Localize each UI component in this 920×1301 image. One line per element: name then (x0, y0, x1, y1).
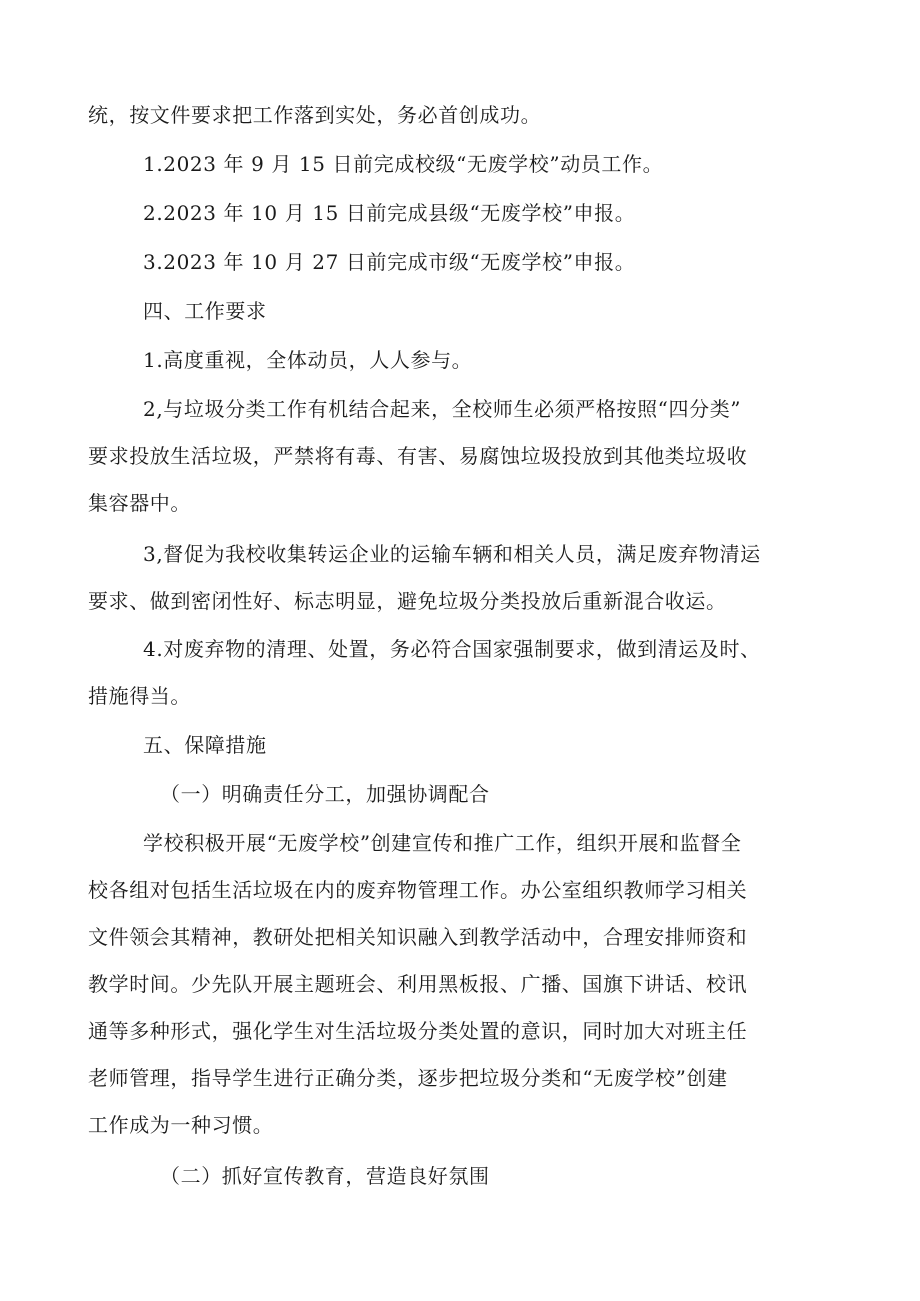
text-line-p12-4: 教学时间。少先队开展主题班会、利用黑板报、广播、国旗下讲话、校讯 (88, 972, 748, 996)
text-line-p12-1: 学校积极开展“无废学校”创建宣传和推广工作，组织开展和监督全 (143, 831, 742, 855)
text-line-p12-2: 校各组对包括生活垃圾在内的废弃物管理工作。办公室组织教师学习相关 (88, 878, 748, 902)
text-line-p8-2: 要求、做到密闭性好、标志明显，避免垃圾分类投放后重新混合收运。 (88, 589, 727, 613)
text-line-p8-1: 3,督促为我校收集转运企业的运输车辆和相关人员，满足废弃物清运 (143, 542, 761, 566)
text-line-p2-1: 1.2023 年 9 月 15 日前完成校级“无废学校”动员工作。 (143, 152, 664, 176)
text-line-p12-3: 文件领会其精神，教研处把相关知识融入到教学活动中，合理安排师资和 (88, 925, 748, 949)
text-line-p12-5: 通等多种形式，强化学生对生活垃圾分类处置的意识，同时加大对班主任 (88, 1019, 748, 1043)
text-line-p7-2: 要求投放生活垃圾，严禁将有毒、有害、易腐蚀垃圾投放到其他类垃圾收 (88, 444, 748, 468)
text-line-p12-6: 老师管理，指导学生进行正确分类，逐步把垃圾分类和“无废学校”创建 (88, 1066, 728, 1090)
section-heading-work-requirements: 四、工作要求 (143, 299, 267, 323)
text-line-p6-1: 1.高度重视，全体动员，人人参与。 (143, 348, 473, 372)
text-line-p12-7: 工作成为一种习惯。 (88, 1113, 274, 1137)
subheading-publicity: （二）抓好宣传教育，营造良好氛围 (160, 1164, 490, 1188)
text-line-p7-1: 2,与垃圾分类工作有机结合起来，全校师生必须严格按照“四分类” (143, 397, 742, 421)
text-line-p4-1: 3.2023 年 10 月 27 日前完成市级“无废学校”申报。 (143, 250, 636, 274)
text-line-p9-1: 4.对废弃物的清理、处置，务必符合国家强制要求，做到清运及时、 (143, 637, 761, 661)
text-line-p3-1: 2.2023 年 10 月 15 日前完成县级“无废学校”申报。 (143, 201, 636, 225)
text-line-p1-1: 统，按文件要求把工作落到实处，务必首创成功。 (88, 103, 542, 127)
text-line-p9-2: 措施得当。 (88, 684, 191, 708)
subheading-responsibility: （一）明确责任分工，加强协调配合 (160, 782, 490, 806)
section-heading-safeguard-measures: 五、保障措施 (143, 733, 267, 757)
text-line-p7-3: 集容器中。 (88, 491, 191, 515)
